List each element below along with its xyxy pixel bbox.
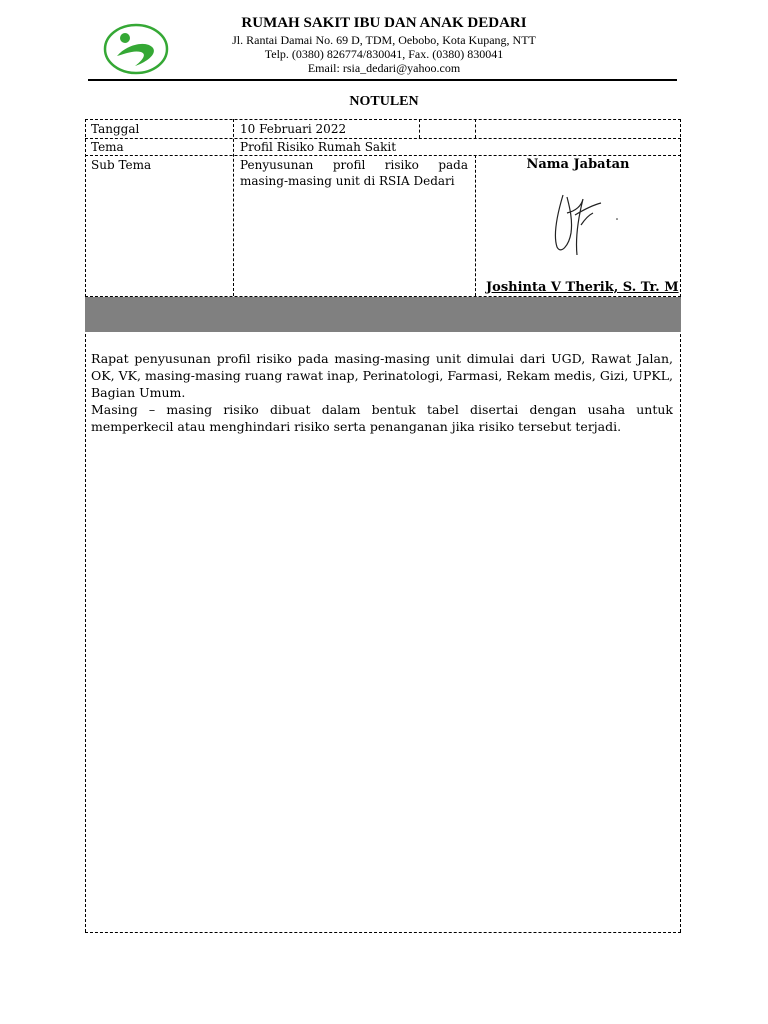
tema-value: Profil Risiko Rumah Sakit xyxy=(240,140,397,154)
tanggal-value: 10 Februari 2022 xyxy=(240,122,347,136)
document-title: NOTULEN xyxy=(349,94,419,109)
table-row-divider xyxy=(85,155,681,156)
table-border-bottom xyxy=(85,932,681,933)
subtema-value: Penyusunan profil risiko pada masing-masing unit di RSIA Dedari xyxy=(240,158,468,188)
hospital-address: Jl. Rantai Damai No. 69 D, TDM, Oebobo, Kota Kupang, NTT xyxy=(232,33,536,47)
section-separator-bar xyxy=(85,297,681,332)
hospital-logo-icon xyxy=(103,22,169,76)
tema-label: Tema xyxy=(91,140,124,154)
hospital-phone: Telp. (0380) 826774/830041, Fax. (0380) 830041 xyxy=(264,47,504,61)
table-border-top xyxy=(85,119,681,120)
table-col-divider xyxy=(475,155,476,296)
minutes-paragraph-1: Rapat penyusunan profil risiko pada masing-masing unit dimulai dari UGD, Rawat Jalan, OK, VK, masing-masing ruang rawat inap, Perinatologi, Farmasi, Rekam medis, Gizi, UPKL, Bagian Umum. xyxy=(91,351,673,400)
table-col-divider xyxy=(233,119,234,296)
minutes-paragraph-2: Masing – masing risiko dibuat dalam bentuk tabel disertai dengan usaha untuk memperkecil atau menghindari risiko serta penanganan jika risiko tersebut terjadi. xyxy=(91,402,673,434)
table-border-right xyxy=(680,119,681,932)
hospital-name: RUMAH SAKIT IBU DAN ANAK DEDARI xyxy=(241,15,527,31)
minutes-body xyxy=(91,350,673,435)
hospital-email: Email: rsia_dedari@yahoo.com xyxy=(307,61,461,75)
tanggal-label: Tanggal xyxy=(91,122,140,136)
signature-heading: Nama Jabatan xyxy=(526,157,630,172)
table-col-divider xyxy=(475,119,476,138)
subtema-label: Sub Tema xyxy=(91,158,152,172)
table-border-left xyxy=(85,119,86,932)
signature-image xyxy=(545,185,625,265)
header-divider xyxy=(88,79,677,81)
signatory-name: Joshinta V Therik, S. Tr. M xyxy=(486,280,679,295)
table-col-divider xyxy=(419,119,420,138)
